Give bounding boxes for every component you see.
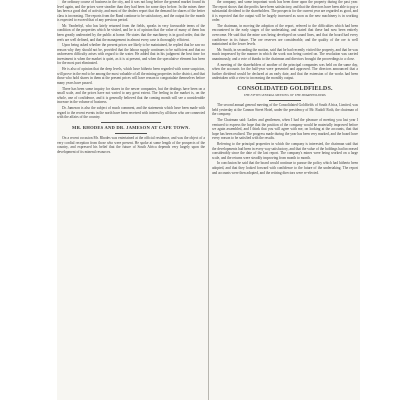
article-paragraph: A meeting of the shareholders of another of the principal companies was held on the same day, when the accounts for the half-year were presented and approved. The directors announced that a further dividend would be declared at an early date, and that the extension of the works had been undertaken with a view to increasing the monthly output. <box>212 62 358 81</box>
article-paragraph: In conclusion he said that the board would continue to pursue the policy which had hitherto been adopted, and that they looked forward with confidence to the future of the undertaking. The report and accounts were then adopted, and the retiring directors were re-elected. <box>212 161 358 175</box>
column-divider <box>208 0 209 400</box>
article-paragraph: The second annual general meeting of the Consolidated Goldfields of South Africa, Limited, was held yesterday at the Cannon Street Hotel, under the presidency of Mr. Rudolf Roth, the chairman of the company. <box>212 103 358 117</box>
right-column-articles <box>212 0 358 81</box>
article-paragraph: Upon being asked whether the present prices are likely to be maintained, he replied that he saw no reason why they should not be, provided that the labour supply continues to be sufficient and that no unforeseen difficulty arises with regard to the water. He added that in his judgment the best time for investment is when the market is quiet, as it is at present, and when the speculative element has been for the most part eliminated. <box>57 43 205 66</box>
right-column <box>212 0 358 400</box>
headline-rule <box>115 133 148 134</box>
article-paragraph: The Chairman said: Ladies and gentlemen, when I had the pleasure of meeting you last year I ventured to express the hope that the position of the company would be materially improved before we again assembled, and I think that you will agree with me, on looking at the accounts, that that hope has been realised. The progress made during the year has been very marked, and the board have every reason to be satisfied with the results. <box>212 118 358 141</box>
article-paragraph: the ordinary course of business in the city, and it was not long before the general market found its level again, and the prices were steadier than they had been for some days before. In the mines there has been a good deal of activity, and most of the dealers report that the demand for shares of the better class is increasing. The reports from the Rand continue to be satisfactory, and the output for the month is expected to exceed that of any previous period. <box>57 0 205 23</box>
article-paragraph: There has been some inquiry for shares in the newer companies, but the dealings have been on a small scale, and the prices have not varied to any great extent. The feeling in the market is, on the whole, one of confidence, and it is generally believed that the coming month will see a considerable increase in the volume of business. <box>57 86 205 105</box>
right-subheadline: THE FIFTH GENERAL MEETING OF THE SHAREHOLDERS. <box>243 93 327 98</box>
left-column-article-body <box>57 136 205 154</box>
left-column <box>57 0 205 400</box>
article-paragraph: The chairman, in moving the adoption of the report, referred to the difficulties which had been encountered in the early stages of the undertaking, and stated that these had now been entirely overcome. He said that the mine was being developed on sound lines, and that the board had every confidence in its future. The ore reserves are considerable, and the quality of the ore is well maintained at the lower levels. <box>212 23 358 47</box>
headline-rule <box>269 100 301 101</box>
section-rule <box>256 83 314 84</box>
article-paragraph: He is also of opinion that the deep levels, which have hitherto been regarded with some suspicion, will prove in the end to be among the most valuable of all the mining properties in the district, and that those who hold shares in them at the present prices will have reason to congratulate themselves before many years have passed. <box>57 67 205 85</box>
article-paragraph: Referring to the principal properties in which the company is interested, the chairman said that the developments had been in every way satisfactory, and that the value of the holdings had increased considerably since the date of the last report. The company's mines were being worked on a large scale, and the returns were steadily improving from month to month. <box>212 142 358 160</box>
page-margin-left <box>0 0 57 400</box>
left-headline: MR. RHODES AND DR. JAMESON AT CAPE TOWN. <box>72 124 190 130</box>
left-column-articles <box>57 0 205 120</box>
article-paragraph: On a recent occasion Mr. Rhodes was entertained at the official residence, and was the object of a very cordial reception from those who were present. He spoke at some length of the prospects of the country, and expressed his belief that the future of South Africa depends very largely upon the development of its mineral resources. <box>57 135 205 154</box>
section-rule <box>101 122 160 123</box>
article-paragraph: the company, and some important work has been done upon the property during the past year. The report shows that the profits have been satisfactory, and that the directors have been able to pay a substantial dividend to the shareholders. The prospects for the current year are regarded as good, and it is expected that the output will be largely increased as soon as the new machinery is in working order. <box>212 0 358 23</box>
right-column-article-body <box>212 103 358 175</box>
article-paragraph: Mr. Vanderbyl, who has lately returned from the fields, speaks in very favourable terms of the condition of the properties which he visited, and he is of opinion that the value of many of them has been greatly underrated by the public at home. He states that the machinery is in good order, that the reefs are well defined, and that the management in almost every case is thoroughly efficient. <box>57 23 205 42</box>
article-paragraph: Dr. Jameson is also the subject of much comment, and the statements which have been made with regard to the recent events in the north have been received with interest by all those who are connected with the affairs of the country. <box>57 105 205 120</box>
article-paragraph: Mr. Smith, in seconding the motion, said that he had recently visited the property, and that he was much impressed by the manner in which the work was being carried on. The resolution was carried unanimously, and a vote of thanks to the chairman and directors brought the proceedings to a close. <box>212 47 358 61</box>
page-margin-right <box>360 0 400 400</box>
right-headline: CONSOLIDATED GOLDFIELDS. <box>237 86 333 93</box>
